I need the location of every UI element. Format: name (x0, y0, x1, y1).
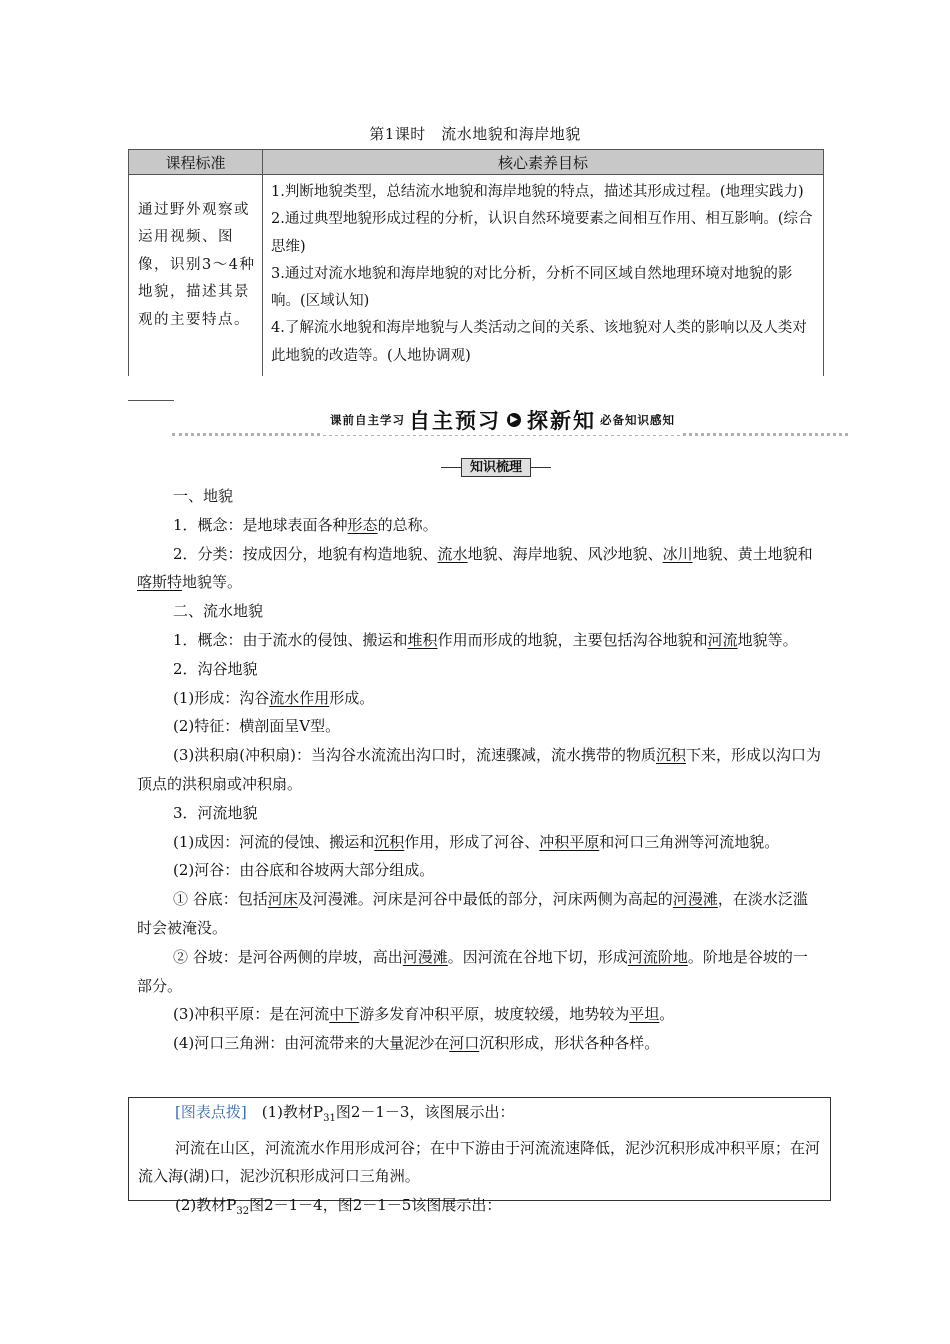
blank-answer: 流水 (437, 544, 468, 563)
paragraph: (3)冲积平原：是在河流中下游多发育冲积平原，坡度较缓，地势较为平坦。 (173, 1005, 675, 1024)
tip-line: 河流在山区，河流流水作用形成河谷；在中下游由于河流流速降低，泥沙沉积形成冲积平原；在河流入海(湖)口，泥沙沉积形成河口三角洲。 (138, 1138, 821, 1185)
paragraph: 1．概念：是地球表面各种形态的总称。 (173, 515, 438, 534)
blank-answer: 形态 (347, 515, 378, 534)
lesson-title: 第1课时 流水地貌和海岸地貌 (369, 125, 581, 143)
arrow-right-icon: ▶ (507, 413, 521, 427)
paragraph: 1．概念：由于流水的侵蚀、搬运和堆积作用而形成的地貌，主要包括沟谷地貌和河流地貌等。 (173, 630, 798, 649)
banner-title-2: 探新知 (527, 409, 596, 433)
blank-answer: 流水作用 (269, 688, 330, 707)
paragraph: (1)成因：河流的侵蚀、搬运和沉积作用，形成了河谷、冲积平原和河口三角洲等河流地貌。 (173, 832, 780, 851)
blank-answer: 冲积平原 (539, 832, 600, 851)
blank-answer: 河漫滩 (402, 947, 448, 966)
blank-answer: 喀斯特 (137, 573, 183, 592)
chart-tip-box (128, 1097, 831, 1217)
paragraph: (3)洪积扇(冲积扇)：当沟谷水流流出沟口时，流速骤减，流水携带的物质沉积下来，形成以沟口为顶点的洪积扇或冲积扇。 (137, 746, 821, 793)
knowledge-content (137, 482, 822, 1058)
badge-label: 知识梳理 (461, 458, 531, 477)
banner-content (322, 405, 683, 435)
goal-item: 1.判断地貌类型，总结流水地貌和海岸地貌的特点，描述其形成过程。(地理实践力) (271, 184, 804, 200)
section-banner (172, 405, 848, 439)
goal-item: 3.通过对流水地貌和海岸地貌的对比分析，分析不同区域自然地理环境对地貌的影响。(区域认知) (271, 265, 793, 310)
table-header-row (129, 150, 824, 175)
blank-answer: 堆积 (407, 630, 438, 649)
blank-answer: 平坦 (629, 1005, 660, 1024)
subheading: 2．沟谷地貌 (173, 659, 258, 678)
paragraph: (1)形成：沟谷流水作用形成。 (173, 688, 375, 707)
blank-answer: 沉积 (655, 746, 686, 765)
paragraph: (2)河谷：由谷底和谷坡两大部分组成。 (173, 861, 435, 880)
paragraph: (2)特征：横剖面呈Ⅴ型。 (173, 717, 341, 736)
paragraph: 2．分类：按成因分，地貌有构造地貌、流水地貌、海岸地貌、风沙地貌、冰川地貌、黄土地貌和喀斯特地貌等。 (137, 544, 813, 592)
blank-answer: 河床 (267, 890, 298, 909)
paragraph: ① 谷底：包括河床及河漫滩。河床是河谷中最低的部分，河床两侧为高起的河漫滩，在淡水泛滥时会被淹没。 (137, 890, 808, 937)
blank-answer: 冰川 (662, 544, 693, 563)
blank-answer: 河漫滩 (672, 890, 718, 909)
section-heading: 二、流水地貌 (173, 602, 264, 621)
banner-title-1: 自主预习 (409, 409, 501, 433)
paragraph: ② 谷坡：是河谷两侧的岸坡，高出河漫滩。因河流在谷地下切，形成河流阶地。阶地是谷坡的一部分。 (137, 947, 808, 995)
curriculum-table (128, 149, 824, 376)
standard-cell: 通过野外观察或运用视频、图像，识别3～4种地貌，描述其景观的主要特点。 (129, 175, 263, 377)
subheading: 3．河流地貌 (173, 803, 258, 822)
blank-answer: 河口 (449, 1034, 480, 1053)
goal-item: 4.了解流水地貌和海岸地貌与人类活动之间的关系、该地貌对人类的影响以及人类对此地貌的改造等。(人地协调观) (271, 320, 807, 364)
section-badge (441, 458, 551, 477)
blank-answer: 河流阶地 (627, 947, 688, 966)
table-row (129, 175, 824, 377)
tip-tag: [图表点拨] (175, 1103, 247, 1121)
banner-left-text: 课前自主学习 (330, 413, 405, 427)
tip-line: [图表点拨] (1)教材$P_{31}$图2－1－3，该图展示出： (175, 1103, 515, 1124)
blank-answer: 河流 (707, 630, 738, 649)
paragraph: (4)河口三角洲：由河流带来的大量泥沙在河口沉积形成，形状各种各样。 (173, 1034, 660, 1053)
goal-item: 2.通过典型地貌形成过程的分析，认识自然环境要素之间相互作用、相互影响。(综合思维) (271, 211, 813, 255)
header-curriculum-standard: 课程标准 (129, 150, 263, 175)
goals-cell (263, 175, 824, 377)
section-heading: 一、地貌 (173, 487, 234, 505)
banner-right-text: 必备知识感知 (600, 413, 675, 427)
header-core-literacy-goals: 核心素养目标 (263, 150, 824, 175)
tip-line: (2)教材$P_{32}$图2－1－4，图2－1－5该图展示出： (175, 1195, 502, 1217)
blank-answer: 中下 (329, 1005, 360, 1024)
table-bottom-edge (128, 400, 174, 401)
blank-answer: 沉积 (374, 832, 405, 851)
